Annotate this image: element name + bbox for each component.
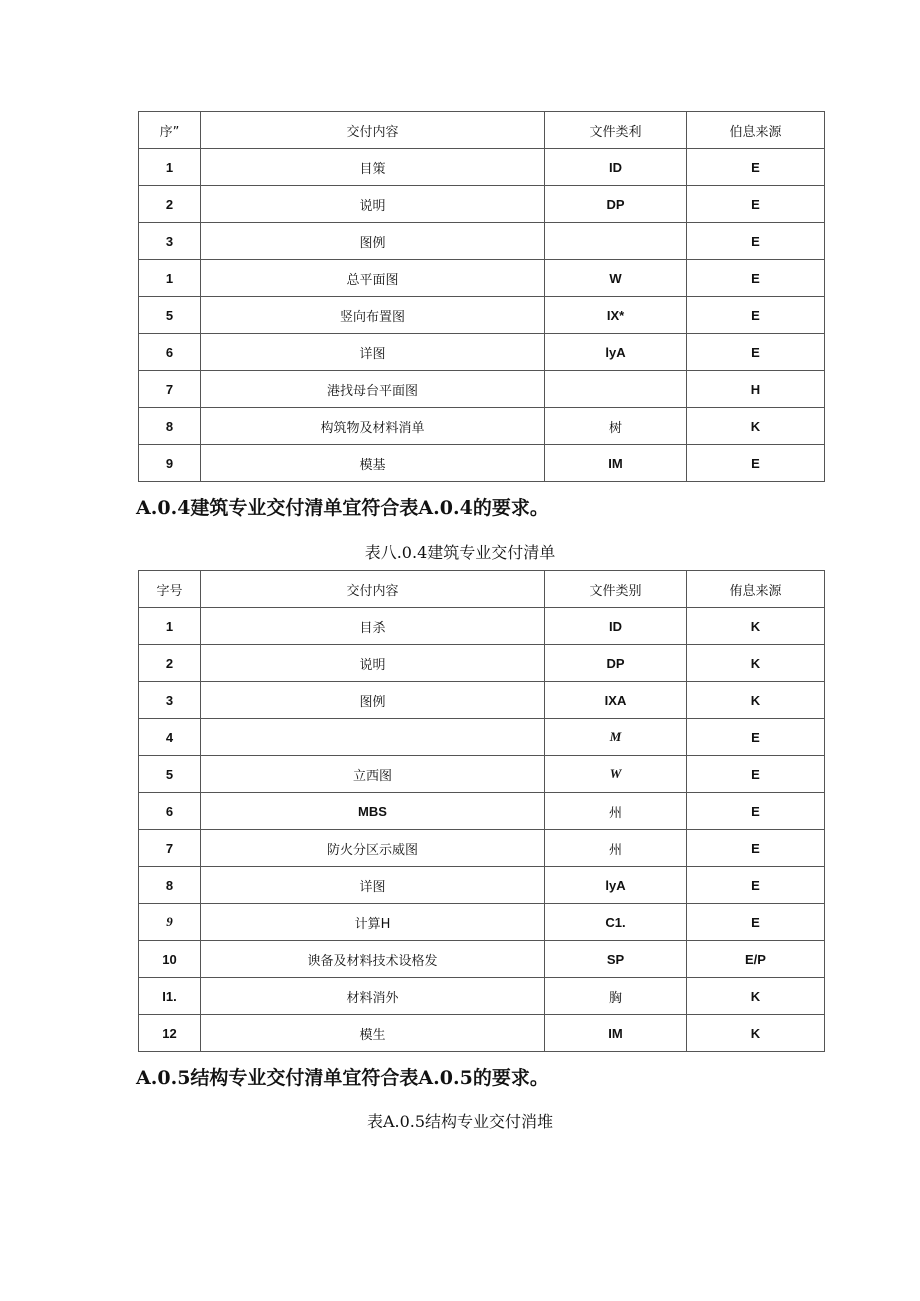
info-source-cell: K: [687, 978, 825, 1015]
table-header-row: [139, 571, 825, 608]
seq-cell: 6: [139, 793, 201, 830]
table-row: [139, 978, 825, 1015]
seq-cell: 8: [139, 867, 201, 904]
seq-cell: 9: [139, 904, 201, 941]
file-type-cell: [545, 371, 687, 408]
seq-cell: 1: [139, 608, 201, 645]
table-row: [139, 260, 825, 297]
content-cell: 立西图: [201, 756, 545, 793]
column-header: 文件类别: [545, 571, 687, 608]
column-header: 文件类利: [545, 112, 687, 149]
table-row: [139, 445, 825, 482]
table-row: [139, 334, 825, 371]
column-header: 字号: [139, 571, 201, 608]
content-cell: 谀备及材料技术设格发: [201, 941, 545, 978]
seq-cell: 4: [139, 719, 201, 756]
info-source-cell: K: [687, 408, 825, 445]
info-source-cell: K: [687, 1015, 825, 1052]
file-type-cell: ID: [545, 608, 687, 645]
table-row: [139, 682, 825, 719]
content-cell: 总平面图: [201, 260, 545, 297]
table-caption-a-0-4: 表八.0.4建筑专业交付清单: [364, 543, 556, 562]
file-type-cell: lyA: [545, 867, 687, 904]
info-source-cell: E: [687, 445, 825, 482]
content-cell: 材料消外: [201, 978, 545, 1015]
content-cell: 模基: [201, 445, 545, 482]
info-source-cell: E: [687, 334, 825, 371]
column-header: 序”: [139, 112, 201, 149]
file-type-cell: M: [545, 719, 687, 756]
table-row: [139, 793, 825, 830]
file-type-cell: ID: [545, 149, 687, 186]
info-source-cell: K: [687, 682, 825, 719]
content-cell: 说明: [201, 645, 545, 682]
table-row: [139, 1015, 825, 1052]
seq-cell: 9: [139, 445, 201, 482]
table-row: [139, 830, 825, 867]
content-cell: MBS: [201, 793, 545, 830]
seq-cell: 3: [139, 682, 201, 719]
seq-cell: 10: [139, 941, 201, 978]
file-type-cell: 胸: [545, 978, 687, 1015]
info-source-cell: H: [687, 371, 825, 408]
file-type-cell: 树: [545, 408, 687, 445]
seq-cell: 12: [139, 1015, 201, 1052]
table-row: [139, 608, 825, 645]
file-type-cell: DP: [545, 645, 687, 682]
column-header: 交付内容: [201, 112, 545, 149]
info-source-cell: E/P: [687, 941, 825, 978]
content-cell: 图例: [201, 682, 545, 719]
info-source-cell: E: [687, 223, 825, 260]
file-type-cell: IX*: [545, 297, 687, 334]
content-cell: 构筑物及材料消单: [201, 408, 545, 445]
content-cell: 目策: [201, 149, 545, 186]
seq-cell: 7: [139, 371, 201, 408]
seq-cell: 5: [139, 297, 201, 334]
table-row: [139, 941, 825, 978]
table-row: [139, 867, 825, 904]
info-source-cell: E: [687, 904, 825, 941]
file-type-cell: IM: [545, 445, 687, 482]
seq-cell: 1: [139, 260, 201, 297]
file-type-cell: lyA: [545, 334, 687, 371]
file-type-cell: IXA: [545, 682, 687, 719]
content-cell: 说明: [201, 186, 545, 223]
info-source-cell: E: [687, 297, 825, 334]
seq-cell: 6: [139, 334, 201, 371]
content-cell: [201, 719, 545, 756]
file-type-cell: 州: [545, 830, 687, 867]
table-row: [139, 223, 825, 260]
file-type-cell: DP: [545, 186, 687, 223]
info-source-cell: E: [687, 149, 825, 186]
content-cell: 港找母台平面图: [201, 371, 545, 408]
seq-cell: 3: [139, 223, 201, 260]
content-cell: 详图: [201, 334, 545, 371]
table-row: [139, 719, 825, 756]
table-row: [139, 297, 825, 334]
file-type-cell: IM: [545, 1015, 687, 1052]
table-row: [139, 756, 825, 793]
file-type-cell: W: [545, 756, 687, 793]
clause-a-0-5: A.0.5结构专业交付清单宜符合表A.0.5的要求。: [136, 1067, 549, 1089]
seq-cell: 8: [139, 408, 201, 445]
seq-cell: 5: [139, 756, 201, 793]
clause-a-0-4: A.0.4建筑专业交付清单宜符合表A.0.4的要求。: [136, 497, 549, 519]
table-caption-a-0-5: 表A.0.5结构专业交付消堆: [366, 1112, 554, 1131]
info-source-cell: E: [687, 719, 825, 756]
column-header: 伯息来源: [687, 112, 825, 149]
table-header-row: [139, 112, 825, 149]
table-row: [139, 645, 825, 682]
table-row: [139, 186, 825, 223]
content-cell: 图例: [201, 223, 545, 260]
file-type-cell: W: [545, 260, 687, 297]
seq-cell: 7: [139, 830, 201, 867]
info-source-cell: E: [687, 260, 825, 297]
seq-cell: 2: [139, 186, 201, 223]
file-type-cell: SP: [545, 941, 687, 978]
info-source-cell: E: [687, 793, 825, 830]
table-row: [139, 149, 825, 186]
column-header: 交付内容: [201, 571, 545, 608]
content-cell: 模生: [201, 1015, 545, 1052]
table-row: [139, 371, 825, 408]
file-type-cell: 州: [545, 793, 687, 830]
content-cell: 竖向布置图: [201, 297, 545, 334]
info-source-cell: E: [687, 830, 825, 867]
seq-cell: 1: [139, 149, 201, 186]
info-source-cell: E: [687, 186, 825, 223]
file-type-cell: [545, 223, 687, 260]
info-source-cell: E: [687, 756, 825, 793]
file-type-cell: C1.: [545, 904, 687, 941]
info-source-cell: K: [687, 608, 825, 645]
table-row: [139, 904, 825, 941]
content-cell: 计算H: [201, 904, 545, 941]
column-header: 侑息来源: [687, 571, 825, 608]
table-row: [139, 408, 825, 445]
info-source-cell: K: [687, 645, 825, 682]
delivery-table-2: [138, 570, 825, 1052]
content-cell: 目杀: [201, 608, 545, 645]
content-cell: 详图: [201, 867, 545, 904]
delivery-table-1: [138, 111, 825, 482]
seq-cell: I1.: [139, 978, 201, 1015]
info-source-cell: E: [687, 867, 825, 904]
content-cell: 防火分区示威图: [201, 830, 545, 867]
seq-cell: 2: [139, 645, 201, 682]
